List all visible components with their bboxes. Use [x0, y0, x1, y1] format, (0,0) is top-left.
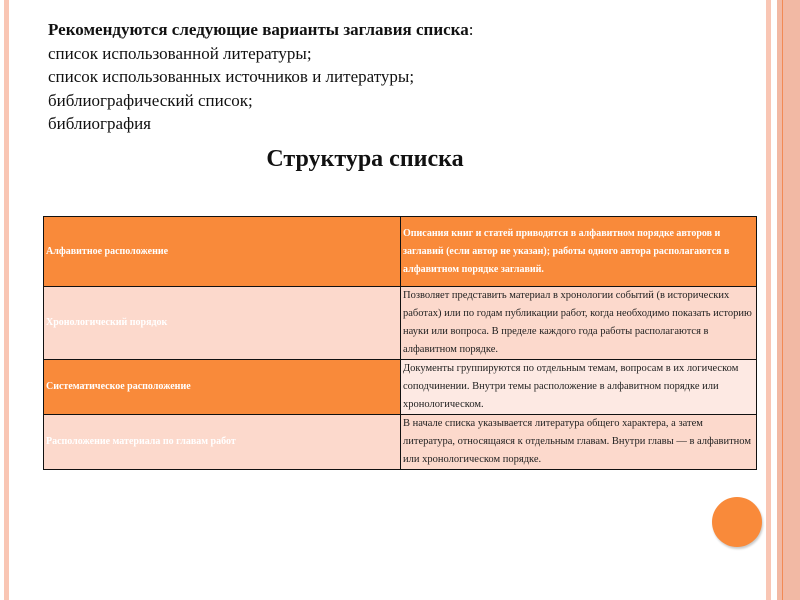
- table-row: [44, 360, 757, 415]
- row-description: Описания книг и статей приводятся в алфавитном порядке авторов и заглавий (если автор не указан); работы одного автора располагаются в алфавитном порядке заглавий.: [401, 217, 757, 287]
- row-name: Систематическое расположение: [44, 360, 401, 415]
- row-name: Алфавитное расположение: [44, 217, 401, 287]
- row-name: Хронологический порядок: [44, 287, 401, 360]
- right-decor-stripe: [766, 0, 771, 600]
- intro-line: список использованных источников и литературы;: [48, 67, 415, 86]
- slide-title: Структура списка: [266, 146, 464, 172]
- intro-line: библиографический список;: [48, 90, 253, 110]
- right-decor-line: [782, 0, 783, 600]
- intro-line: список использованной литературы;: [48, 43, 312, 63]
- row-description: Позволяет представить материал в хронологии событий (в исторических работах) или по годам публикации работ, когда необходимо показать историю науки или вопроса. В пределе каждого года работы располагаются в алфавитном порядке.: [401, 287, 757, 360]
- structure-table: [43, 216, 757, 470]
- decor-circle: [712, 497, 762, 547]
- intro-line: библиография: [48, 114, 152, 133]
- intro-colon: :: [468, 20, 474, 39]
- left-decor-stripe: [4, 0, 9, 600]
- table-row: [44, 415, 757, 470]
- row-name: Расположение материала по главам работ: [44, 415, 401, 470]
- row-description: В начале списка указывается литература общего характера, а затем литература, относящаяся к отдельным главам. Внутри главы — в алфавитном или хронологическом порядке.: [401, 415, 757, 470]
- intro-text: [48, 18, 473, 136]
- table-row: [44, 287, 757, 360]
- table-row: [44, 217, 757, 287]
- intro-heading: Рекомендуются следующие варианты заглавия списка: [48, 20, 469, 39]
- right-decor-band: [777, 0, 800, 600]
- row-description: Документы группируются по отдельным темам, вопросам в их логическом соподчинении. Внутри темы расположение в алфавитном порядке или хронологическом.: [401, 360, 757, 415]
